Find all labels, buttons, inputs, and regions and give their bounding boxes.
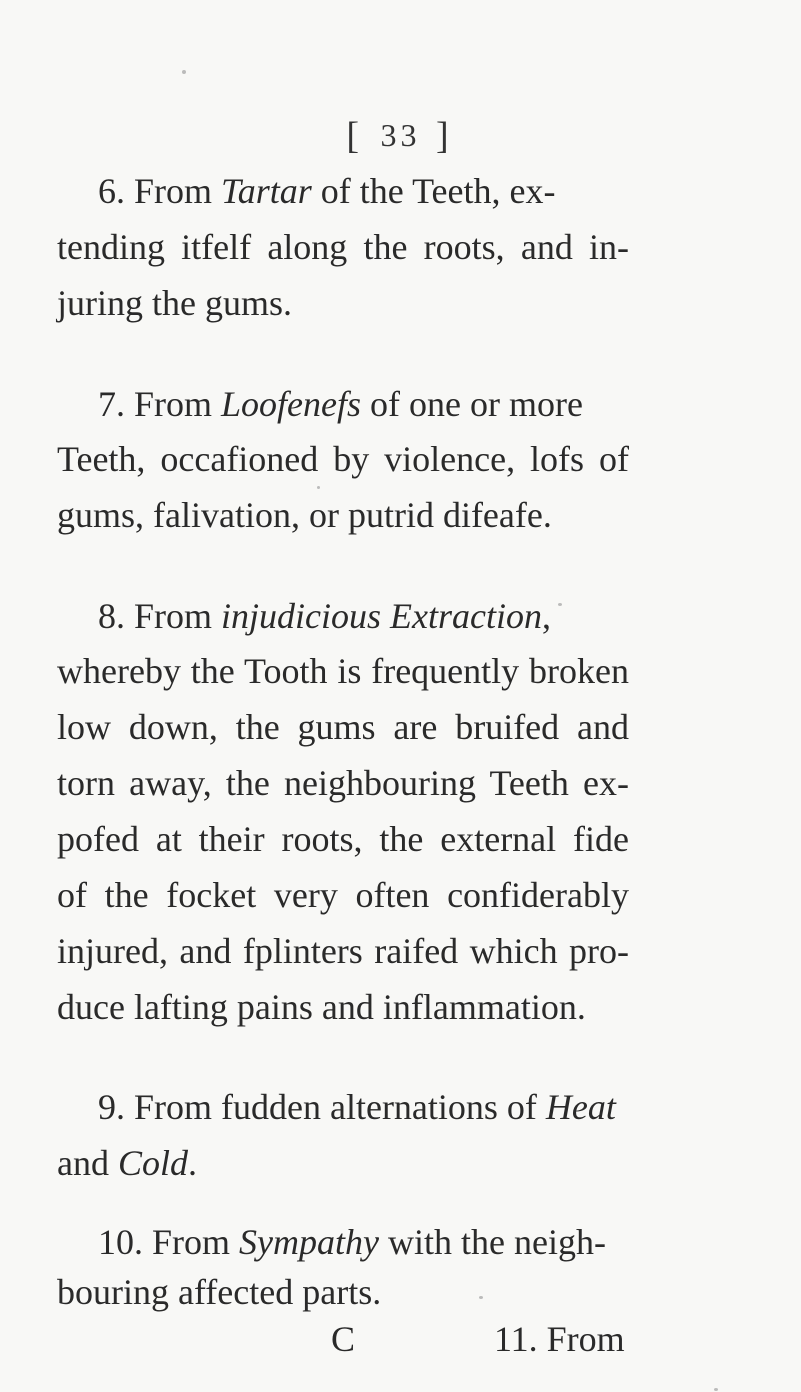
signature-mark: C (331, 1319, 356, 1359)
page-number: 33 (380, 117, 421, 153)
paper-speck (479, 1296, 483, 1299)
item-8-line-7: injured, and fplinters raifed which pro- (57, 931, 629, 971)
page-header (0, 114, 801, 158)
item-8-line-3: low down, the gums are bruifed and (57, 707, 629, 747)
item-6-line-1: 6. From Tartar of the Teeth, ex- (98, 171, 556, 211)
item-8-line-5: pofed at their roots, the external fide (57, 819, 629, 859)
item-8-line-8: duce lafting pains and inflammation. (57, 987, 586, 1027)
item-9-line-1: 9. From fudden alternations of Heat (98, 1087, 616, 1127)
item-8-line-2: whereby the Tooth is frequently broken (57, 651, 629, 691)
item-9-line-2: and Cold. (57, 1143, 197, 1183)
item-6-line-3: juring the gums. (57, 283, 292, 323)
paper-speck (714, 1388, 718, 1391)
item-7-line-2: Teeth, occafioned by violence, lofs of (57, 439, 629, 479)
paper-speck (182, 70, 186, 74)
paper-speck (558, 603, 562, 606)
bracket-close: ] (436, 115, 455, 157)
item-8-line-4: torn away, the neighbouring Teeth ex- (57, 763, 629, 803)
item-6-line-2: tending itfelf along the roots, and in- (57, 227, 629, 267)
item-10-line-1: 10. From Sympathy with the neigh- (98, 1222, 606, 1262)
item-10-line-2: bouring affected parts. (57, 1272, 382, 1312)
bracket-open: [ (346, 115, 365, 157)
item-7-line-1: 7. From Loofenefs of one or more (98, 384, 583, 424)
item-8-line-1: 8. From injudicious Extraction, (98, 596, 551, 636)
item-7-line-3: gums, falivation, or putrid difeafe. (57, 495, 552, 535)
item-8-line-6: of the focket very often confiderably (57, 875, 629, 915)
paper-speck (317, 486, 320, 489)
catchword: 11. From (494, 1319, 625, 1359)
